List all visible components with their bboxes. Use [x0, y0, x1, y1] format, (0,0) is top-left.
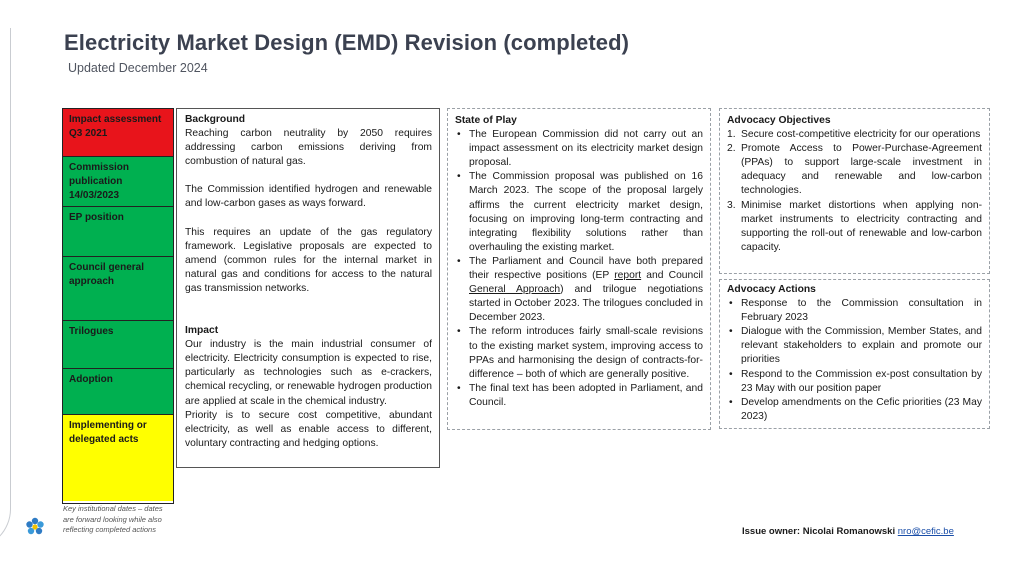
state-of-play-item: • The European Commission did not carry out an impact assessment on its electricity market design proposal.	[455, 128, 703, 170]
state-of-play-text: ) and trilogue negotiations started in October 2023. The trilogues concluded in December 2023.	[469, 284, 703, 324]
page-subtitle: Updated December 2024	[68, 61, 208, 75]
item-number: 1.	[727, 129, 736, 141]
state-of-play-item	[455, 255, 703, 325]
slide-frame-curve	[0, 28, 11, 549]
background-paragraph-1: Reaching carbon neutrality by 2050 requires addressing carbon emissions deriving from combustion of natural gas.	[185, 128, 432, 168]
advocacy-objective-item	[727, 142, 982, 198]
state-of-play-text: and Council	[641, 270, 703, 282]
background-box	[176, 108, 440, 468]
timeline-stage-trilogues: Trilogues	[63, 321, 173, 369]
state-of-play-item: • The final text has been adopted in Parliament, and Council.	[455, 382, 703, 410]
advocacy-objectives-box	[719, 108, 990, 274]
issue-owner-email-link[interactable]: nro@cefic.be	[897, 526, 954, 537]
advocacy-action-item: • Response to the Commission consultation in February 2023	[727, 297, 982, 325]
advocacy-objective-item	[727, 128, 982, 142]
item-number: 2.	[727, 143, 736, 155]
impact-paragraph-1: Our industry is the main industrial consumer of electricity. Electricity consumption is expected to rise, particularly as technologies such as e-crackers, chemical recycling, or renewable hydrogen production are applied at scale in the chemical industry.	[185, 339, 432, 407]
background-paragraph-2: The Commission identified hydrogen and renewable and low-carbon gases as ways forward.	[185, 184, 432, 210]
state-of-play-item: • The Commission proposal was published on 16 March 2023. The scope of the proposal largely affirms the current electricity market design, focusing on improving long-term contracting and integrating flexibility solutions rather than overhauling the existing market.	[455, 170, 703, 255]
timeline	[62, 108, 174, 504]
timeline-stage-implementing-acts: Implementing or delegated acts	[63, 415, 173, 501]
item-number: 3.	[727, 199, 736, 211]
state-of-play-box	[447, 108, 711, 430]
advocacy-actions-box	[719, 279, 990, 429]
timeline-stage-impact-assessment: Impact assessment Q3 2021	[63, 109, 173, 157]
timeline-stage-ep-position: EP position	[63, 207, 173, 257]
advocacy-action-item: • Respond to the Commission ex-post consultation by 23 May with our position paper	[727, 368, 982, 396]
item-text: Minimise market distortions when applying non-market instruments to electricity contracting and supporting the roll-out of renewable and low-carbon capacity.	[741, 199, 982, 253]
advocacy-actions-heading: Advocacy Actions	[727, 284, 816, 295]
timeline-stage-commission-publication: Commission publication 14/03/2023	[63, 157, 173, 207]
background-heading: Background	[185, 114, 246, 125]
advocacy-action-item: • Dialogue with the Commission, Member States, and relevant stakeholders to explain and promote our priorities	[727, 325, 982, 367]
council-general-approach-link[interactable]: General Approach	[469, 284, 561, 296]
issue-owner-label: Issue owner: Nicolai Romanowski	[742, 526, 896, 537]
background-paragraph-3: This requires an update of the gas regulatory framework. Legislative proposals are expected to amend (common rules for the internal market in natural gas and conditions for access to the natural gas transmission networks.	[185, 226, 432, 294]
impact-paragraph-2: Priority is to secure cost competitive, abundant electricity, as well as enable access to different, voluntary contracting and hedging options.	[185, 409, 432, 449]
advocacy-objectives-heading: Advocacy Objectives	[727, 115, 831, 126]
state-of-play-item: • The reform introduces fairly small-scale revisions to the existing market system, improving access to PPAs and harmonising the design of contracts-for-difference – both of which are generally positive.	[455, 325, 703, 381]
state-of-play-text: The Parliament and Council have both prepared their respective positions (EP	[469, 255, 703, 282]
impact-heading: Impact	[185, 325, 219, 337]
cefic-logo-icon	[24, 516, 46, 538]
advocacy-action-item: • Develop amendments on the Cefic priorities (23 May 2023)	[727, 396, 982, 424]
item-text: Promote Access to Power-Purchase-Agreement (PPAs) to support large-scale investment in adequacy and renewable and low-carbon technologies.	[741, 143, 982, 197]
timeline-stage-adoption: Adoption	[63, 369, 173, 415]
item-text: Secure cost-competitive electricity for our operations	[741, 129, 981, 141]
state-of-play-heading: State of Play	[455, 115, 517, 126]
timeline-stage-council-general-approach: Council general approach	[63, 257, 173, 321]
issue-owner	[742, 526, 954, 537]
ep-report-link[interactable]: report	[614, 270, 642, 282]
advocacy-objective-item	[727, 199, 982, 255]
page-title: Electricity Market Design (EMD) Revision (completed)	[64, 30, 630, 55]
timeline-legend-note: Key institutional dates – dates are forward looking while also reflecting completed actions	[63, 504, 163, 534]
